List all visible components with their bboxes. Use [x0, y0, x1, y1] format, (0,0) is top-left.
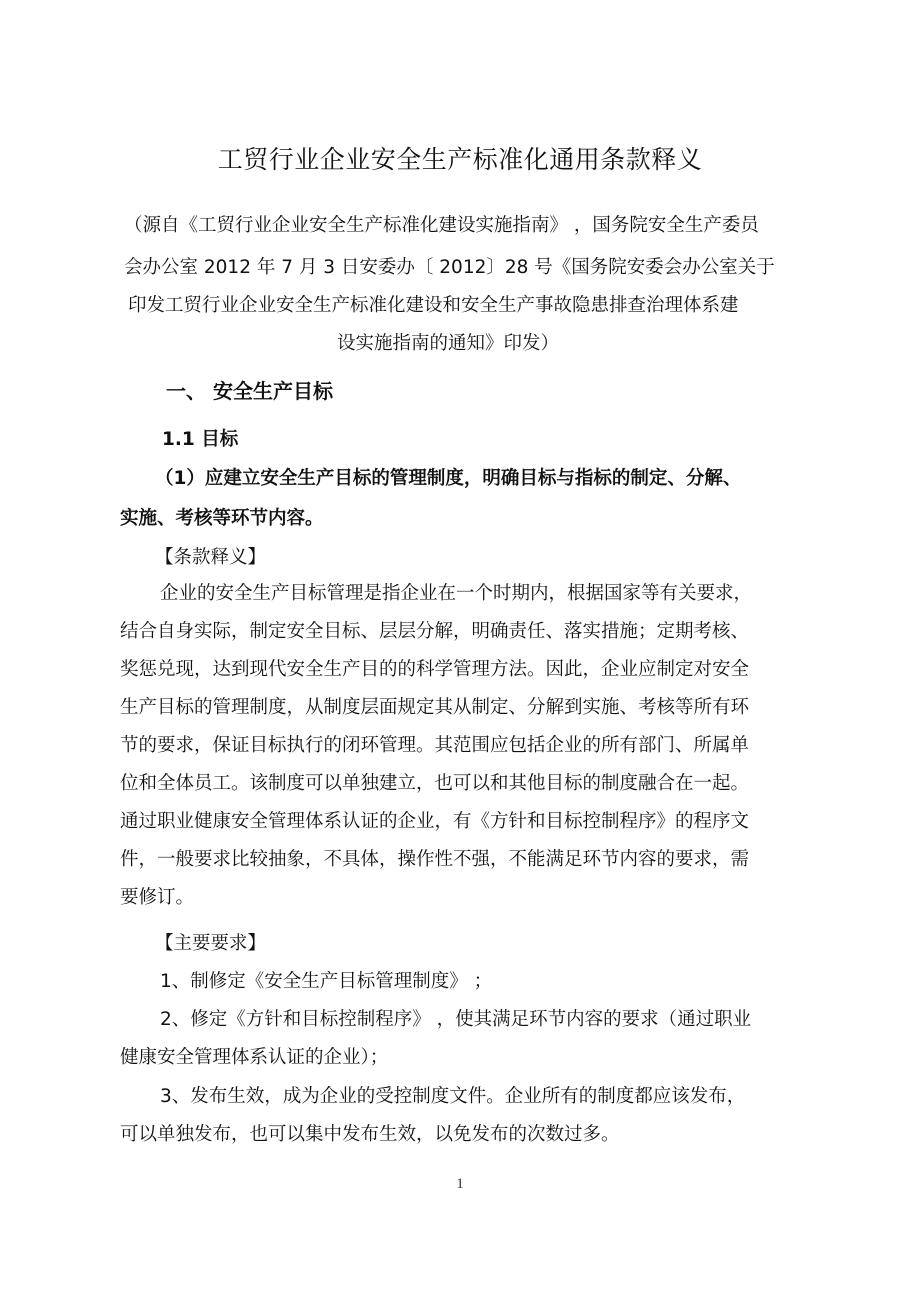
- source-line: 印发工贸行业企业安全生产标准化建设和安全生产事故隐患排查治理体系建: [128, 295, 739, 316]
- clause-line: 实施、考核等环节内容。: [120, 508, 324, 529]
- section-heading: 一、 安全生产目标: [166, 379, 333, 403]
- requirement-line: 健康安全管理体系认证的企业）；: [120, 1047, 389, 1068]
- paragraph-line: 通过职业健康安全管理体系认证的企业，有《方针和目标控制程序》的程序文: [120, 811, 750, 832]
- source-line: 会办公室 2012 年 7 月 3 日安委办〔 2012〕28 号《国务院安委会办公室关于: [124, 257, 775, 278]
- paragraph-line: 件，一般要求比较抽象，不具体，操作性不强，不能满足环节内容的要求，需: [120, 849, 750, 870]
- document-title: 工贸行业企业安全生产标准化通用条款释义: [217, 145, 703, 174]
- interpretation-label: 【条款释义】: [155, 547, 267, 568]
- paragraph-line: 节的要求，保证目标执行的闭环管理。其范围应包括企业的所有部门、所属单: [120, 735, 750, 756]
- clause-line: （1）应建立安全生产目标的管理制度，明确目标与指标的制定、分解、: [155, 468, 742, 489]
- requirements-label: 【主要要求】: [155, 933, 267, 954]
- subsection-heading: 1.1 目标: [162, 429, 239, 450]
- requirement-line: 可以单独发布，也可以集中发布生效，以免发布的次数过多。: [120, 1124, 620, 1145]
- paragraph-line: 奖惩兑现，达到现代安全生产目的的科学管理方法。因此，企业应制定对安全: [120, 659, 750, 680]
- paragraph-line: 位和全体员工。该制度可以单独建立，也可以和其他目标的制度融合在一起。: [120, 773, 750, 794]
- paragraph-line: 企业的安全生产目标管理是指企业在一个时期内，根据国家等有关要求，: [160, 583, 753, 604]
- requirement-line: 3、发布生效，成为企业的受控制度文件。企业所有的制度都应该发布，: [160, 1086, 746, 1107]
- paragraph-line: 结合自身实际，制定安全目标、层层分解，明确责任、落实措施；定期考核、: [120, 621, 750, 642]
- paragraph-line: 生产目标的管理制度，从制度层面规定其从制定、分解到实施、考核等所有环: [120, 697, 750, 718]
- requirement-line: 1、制修定《安全生产目标管理制度》 ；: [160, 971, 493, 992]
- paragraph-line: 要修订。: [120, 887, 195, 908]
- requirement-line: 2、修定《方针和目标控制程序》 ，使其满足环节内容的要求（通过职业: [160, 1009, 752, 1030]
- source-line: （源自《工贸行业企业安全生产标准化建设实施指南》 ，国务院安全生产委员: [124, 215, 759, 236]
- source-line: 设实施指南的通知》印发）: [337, 333, 560, 354]
- page-number: 1: [456, 1176, 464, 1192]
